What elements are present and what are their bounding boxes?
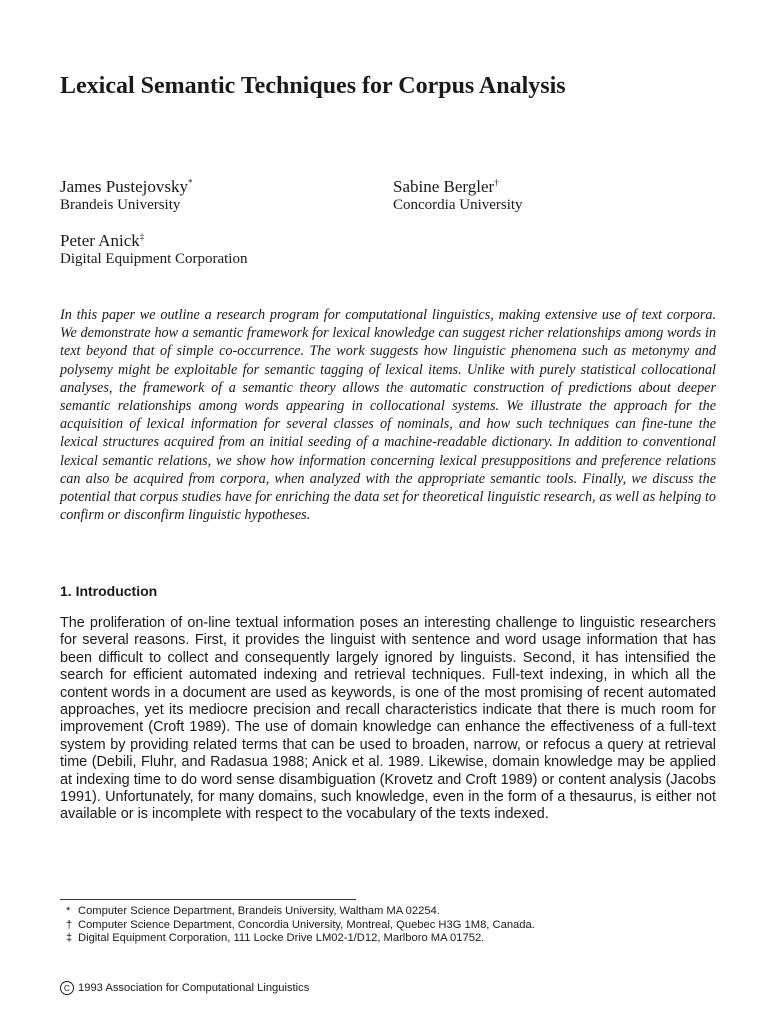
author-name: Peter Anick xyxy=(60,231,140,250)
section-body-text: The proliferation of on-line textual information poses an interesting challenge to linguistic researchers for several reasons. First, it provides the linguist with sentence and word usage information that has been difficult to collect and consequently largely ignored by linguists. Second, it has intensified the search for efficient automated indexing and retrieval techniques. Full-text indexing, in which all the content words in a document are used as keywords, is one of the most promising of recent automated approaches, yet its mediocre precision and recall characteristics indicate that there is much room for improvement (Croft 1989). The use of domain knowledge can enhance the effectiveness of a full-text system by providing related terms that can be used to broaden, narrow, or refocus a query at retrieval time (Debili, Fluhr, and Radasua 1988; Anick et al. 1989. Likewise, domain knowledge may be applied at indexing time to do word sense disambiguation (Krovetz and Croft 1989) or content analysis (Jacobs 1991). Unfortunately, for many domains, such knowledge, even in the form of a thesaurus, is either not available or is incomplete with respect to the vocabulary of the texts indexed. xyxy=(60,615,716,823)
footnote-item xyxy=(66,919,706,933)
section-heading: 1. Introduction xyxy=(60,583,158,599)
footnote-text: Digital Equipment Corporation, 111 Locke Drive LM02-1/D12, Marlboro MA 01752. xyxy=(78,932,485,945)
footnote-mark: ‡ xyxy=(66,932,73,945)
footnotes-list xyxy=(66,905,706,946)
abstract-text: In this paper we outline a research program for computational linguistics, making extensive use of text corpora. We demonstrate how a semantic framework for lexical knowledge can suggest richer relationships among words in text beyond that of simple co-occurrence. The work suggests how linguistic phenomena such as metonymy and polysemy might be exploitable for semantic tagging of lexical items. Unlike with purely statistical collocational analyses, the framework of a semantic theory allows the automatic construction of predictions about deeper semantic relationships among words appearing in collocational systems. We illustrate the approach for the acquisition of lexical information for several classes of nominals, and how such techniques can fine-tune the lexical structures acquired from an initial seeding of a machine-readable dictionary. In addition to conventional lexical semantic relations, we show how information concerning lexical presuppositions and preference relations can also be acquired from corpora, when analyzed with the appropriate semantic tools. Finally, we discuss the potential that corpus studies have for enriching the data set for theoretical linguistic research, as well as helping to confirm or disconfirm linguistic hypotheses. xyxy=(60,307,716,524)
copyright-icon: C xyxy=(60,981,74,995)
author-name-anick xyxy=(60,231,144,251)
footnote-mark: ‡ xyxy=(139,231,145,242)
footnote-text: Computer Science Department, Concordia University, Montreal, Quebec H3G 1M8, Canada. xyxy=(78,918,535,931)
author-name-pustejovsky xyxy=(60,177,192,197)
author-affiliation: Concordia University xyxy=(393,197,523,213)
footnote-text: Computer Science Department, Brandeis University, Waltham MA 02254. xyxy=(78,905,440,917)
footnote-divider xyxy=(60,899,356,900)
footnote-mark: † xyxy=(66,918,73,931)
author-name: Sabine Bergler xyxy=(393,177,495,196)
author-affiliation: Brandeis University xyxy=(60,197,181,213)
copyright-text: 1993 Association for Computational Linguistics xyxy=(78,982,310,994)
copyright-line xyxy=(60,981,309,995)
paper-title: Lexical Semantic Techniques for Corpus Analysis xyxy=(60,73,566,99)
footnote-item xyxy=(66,905,706,919)
author-name: James Pustejovsky xyxy=(60,177,188,196)
footnote-mark: * xyxy=(66,905,71,917)
footnote-mark: † xyxy=(494,177,499,188)
footnote-item xyxy=(66,932,706,946)
author-affiliation: Digital Equipment Corporation xyxy=(60,251,248,267)
author-name-bergler xyxy=(393,177,499,197)
footnote-mark: * xyxy=(187,177,193,188)
